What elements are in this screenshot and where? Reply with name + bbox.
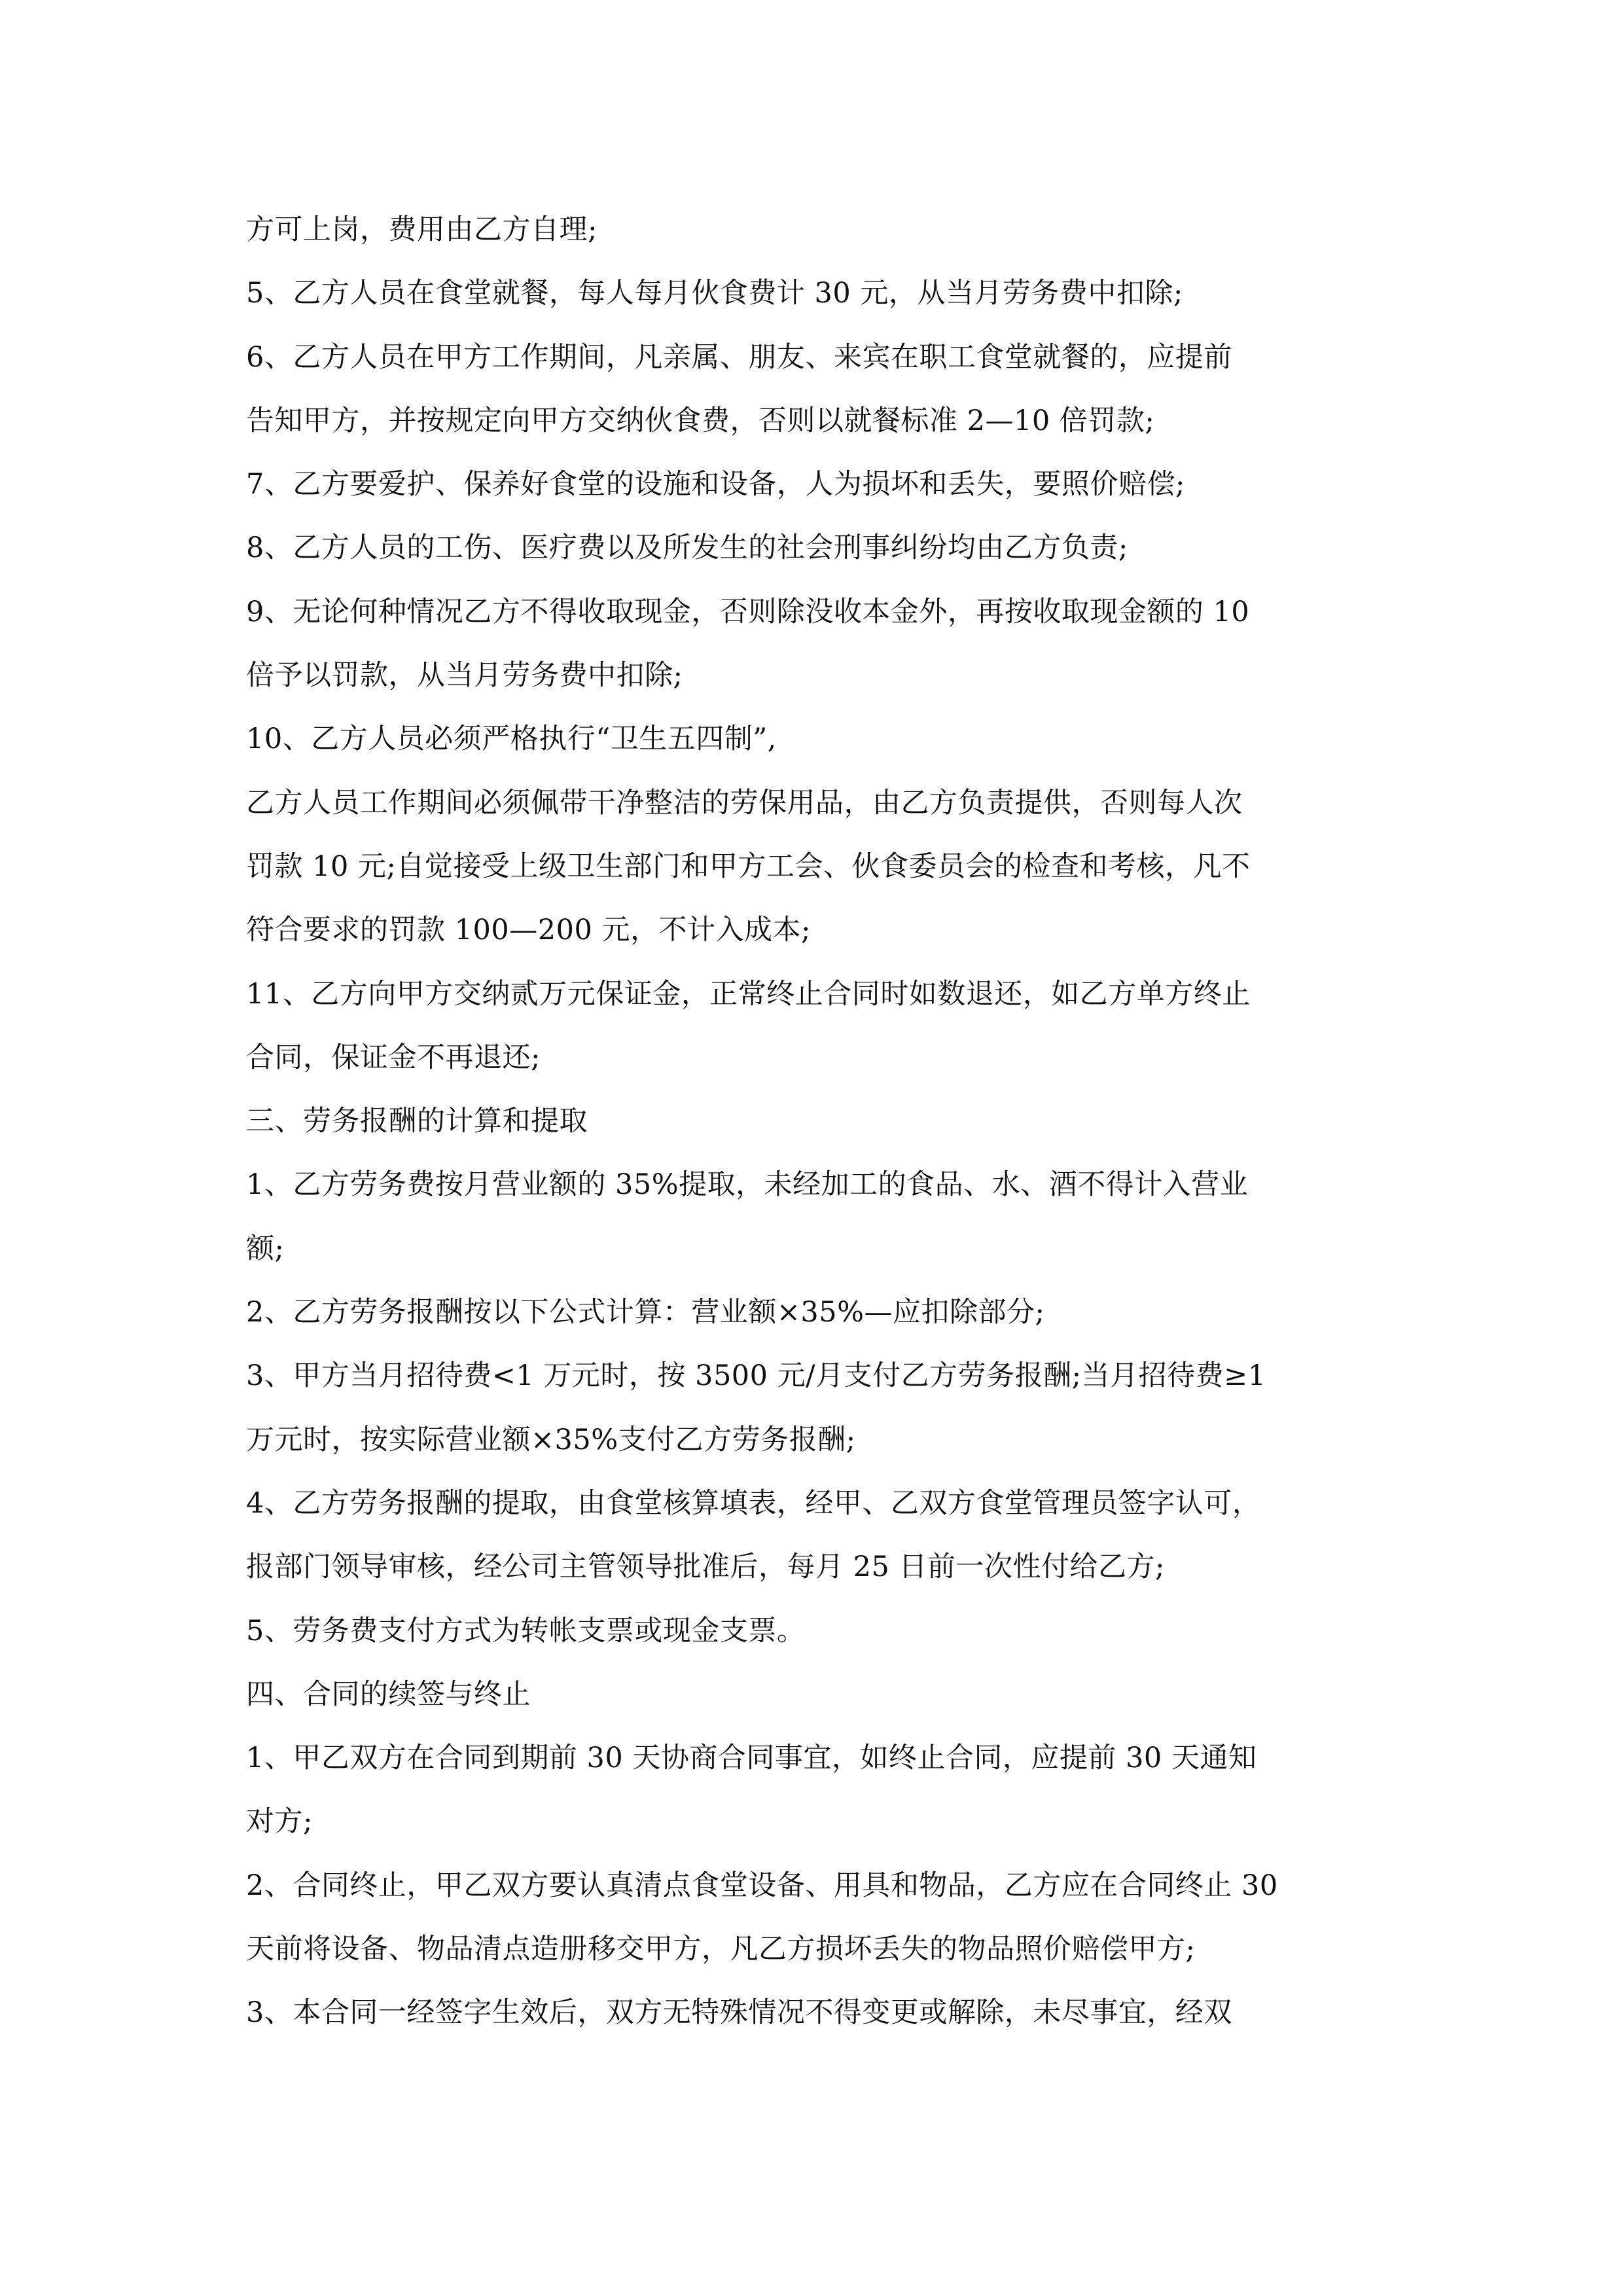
text-line: 罚款 10 元;自觉接受上级卫生部门和甲方工会、伙食委员会的检查和考核，凡不: [246, 850, 1251, 883]
text-line: 符合要求的罚款 100—200 元，不计入成本;: [246, 914, 811, 947]
document-body: [246, 198, 1398, 2045]
text-line: 额;: [246, 1232, 285, 1265]
text-line: 7、乙方要爱护、保养好食堂的设施和设备，人为损坏和丢失，要照价赔偿;: [246, 468, 1185, 501]
text-line: 3、本合同一经签字生效后，双方无特殊情况不得变更或解除，未尽事宜，经双: [246, 1996, 1232, 2030]
text-line: 3、甲方当月招待费<1 万元时，按 3500 元/月支付乙方劳务报酬;当月招待费≥1: [246, 1359, 1266, 1393]
text-line: 对方;: [246, 1805, 313, 1839]
text-line: 9、无论何种情况乙方不得收取现金，否则除没收本金外，再按收取现金额的 10: [246, 595, 1250, 628]
text-line: 6、乙方人员在甲方工作期间，凡亲属、朋友、来宾在职工食堂就餐的，应提前: [246, 340, 1232, 374]
section-heading: 三、劳务报酬的计算和提取: [246, 1105, 588, 1138]
text-line: 告知甲方，并按规定向甲方交纳伙食费，否则以就餐标准 2—10 倍罚款;: [246, 404, 1155, 437]
text-line: 5、乙方人员在食堂就餐，每人每月伙食费计 30 元，从当月劳务费中扣除;: [246, 277, 1183, 310]
text-line: 2、乙方劳务报酬按以下公式计算：营业额×35%—应扣除部分;: [246, 1296, 1045, 1329]
text-line: 合同，保证金不再退还;: [246, 1041, 541, 1074]
text-line: 11、乙方向甲方交纳贰万元保证金，正常终止合同时如数退还，如乙方单方终止: [246, 977, 1251, 1011]
text-line: 天前将设备、物品清点造册移交甲方，凡乙方损坏丢失的物品照价赔偿甲方;: [246, 1933, 1196, 1966]
text-line: 万元时，按实际营业额×35%支付乙方劳务报酬;: [246, 1423, 856, 1456]
text-line: 1、甲乙双方在合同到期前 30 天协商合同事宜，如终止合同，应提前 30 天通知: [246, 1742, 1257, 1775]
text-line: 5、劳务费支付方式为转帐支票或现金支票。: [246, 1614, 806, 1647]
text-line: 10、乙方人员必须严格执行“卫生五四制”,: [246, 723, 777, 756]
text-line: 4、乙方劳务报酬的提取，由食堂核算填表，经甲、乙双方食堂管理员签字认可，: [246, 1486, 1261, 1520]
text-line: 报部门领导审核，经公司主管领导批准后，每月 25 日前一次性付给乙方;: [246, 1551, 1166, 1584]
text-line: 8、乙方人员的工伤、医疗费以及所发生的社会刑事纠纷均由乙方负责;: [246, 531, 1128, 565]
text-line: 乙方人员工作期间必须佩带干净整洁的劳保用品，由乙方负责提供，否则每人次: [246, 786, 1243, 819]
text-line: 方可上岗，费用由乙方自理;: [246, 213, 597, 246]
text-line: 倍予以罚款，从当月劳务费中扣除;: [246, 659, 683, 692]
text-line: 2、合同终止，甲乙双方要认真清点食堂设备、用具和物品，乙方应在合同终止 30: [246, 1869, 1278, 1902]
section-heading: 四、合同的续签与终止: [246, 1677, 531, 1711]
text-line: 1、乙方劳务费按月营业额的 35%提取，未经加工的食品、水、酒不得计入营业: [246, 1168, 1249, 1202]
